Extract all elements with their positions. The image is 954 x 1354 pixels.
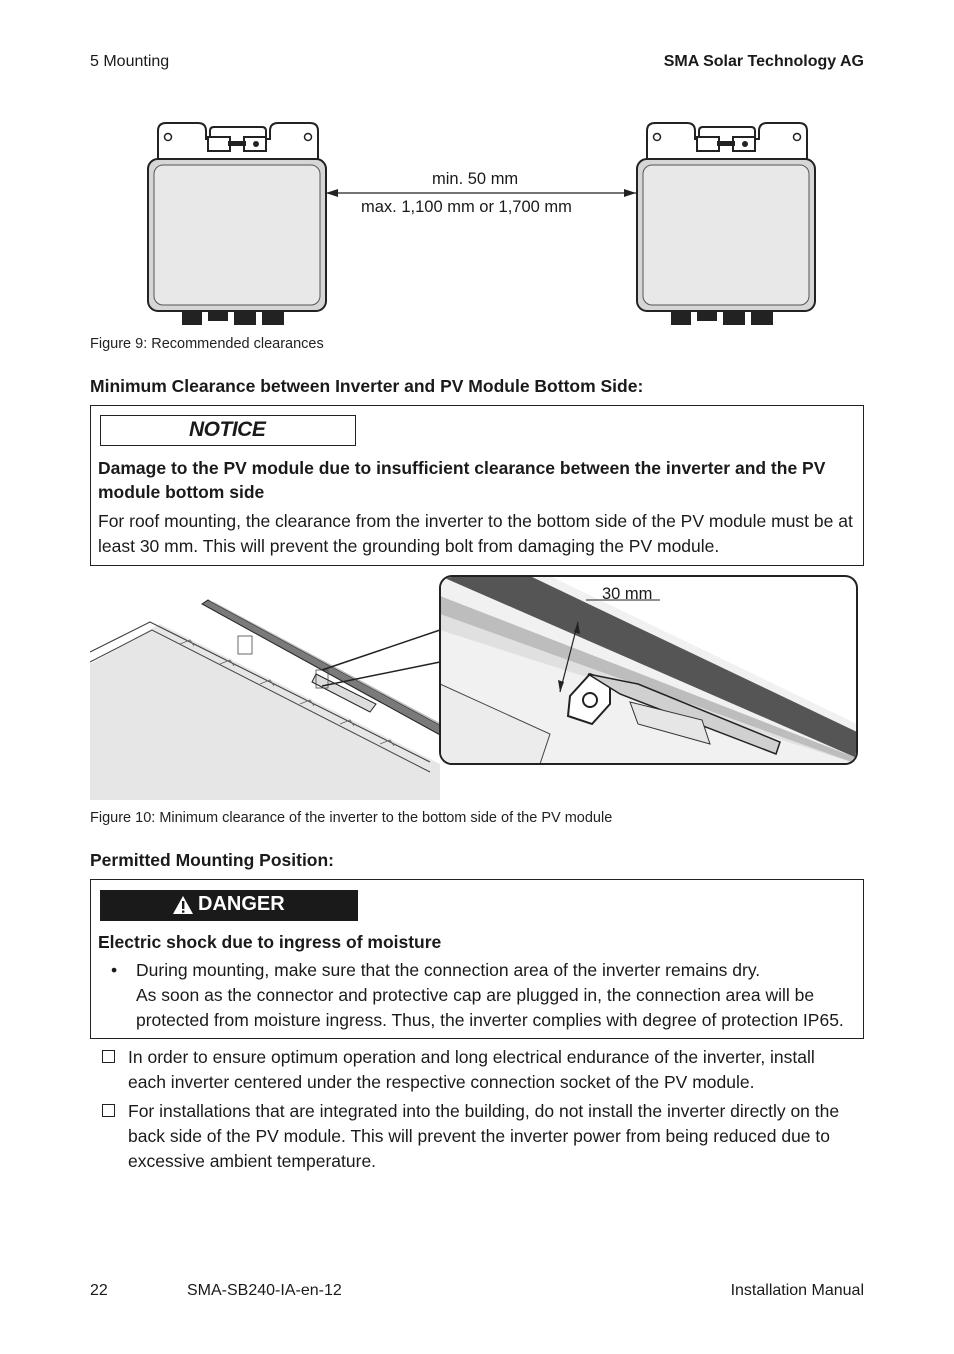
figure-9-illustration	[140, 115, 820, 325]
max-clearance-label: max. 1,100 mm or 1,700 mm	[361, 198, 572, 216]
notice-label: NOTICE	[100, 415, 356, 446]
checkbox-2	[102, 1104, 115, 1117]
section-heading-mounting-position: Permitted Mounting Position:	[90, 850, 335, 870]
notice-box	[90, 405, 864, 566]
warning-icon	[172, 895, 194, 915]
page-number: 22	[90, 1282, 108, 1299]
section-header: 5 Mounting	[90, 53, 170, 70]
clearance-30mm-label: 30 mm	[602, 585, 653, 603]
bullet-dot: •	[111, 960, 118, 980]
danger-box	[90, 879, 864, 1039]
danger-label: DANGER	[100, 890, 358, 921]
checklist-item-2: For installations that are integrated into the building, do not install the inverter directly on the back side of the PV module. This will prevent the inverter power from being reduced due to excessive ambient temperature.	[128, 1101, 840, 1171]
figure-10-caption: Figure 10: Minimum clearance of the inverter to the bottom side of the PV module	[90, 810, 613, 826]
danger-bullet-line2: As soon as the connector and protective cap are plugged in, the connection area will be protected from moisture ingress. Thus, the inverter complies with degree of protection IP65.	[136, 985, 844, 1030]
document-id: SMA-SB240-IA-en-12	[187, 1282, 342, 1299]
company-name: SMA Solar Technology AG	[663, 53, 864, 70]
checklist-item-1: In order to ensure optimum operation and long electrical endurance of the inverter, install each inverter centered under the respective connection socket of the PV module.	[128, 1047, 815, 1092]
notice-body: For roof mounting, the clearance from the inverter to the bottom side of the PV module must be at least 30 mm. This will prevent the grounding bolt from damaging the PV module.	[98, 511, 853, 556]
notice-title: Damage to the PV module due to insufficient clearance between the inverter and the PV module bottom side	[98, 458, 826, 502]
checkbox-1	[102, 1050, 115, 1063]
section-heading-clearance: Minimum Clearance between Inverter and PV Module Bottom Side:	[90, 376, 644, 396]
document-type: Installation Manual	[730, 1282, 864, 1299]
figure-9-caption: Figure 9: Recommended clearances	[90, 336, 324, 352]
min-clearance-label: min. 50 mm	[432, 170, 519, 188]
danger-title: Electric shock due to ingress of moisture	[98, 932, 442, 952]
figure-10-illustration	[90, 574, 860, 800]
danger-bullet-line1: During mounting, make sure that the connection area of the inverter remains dry.	[136, 960, 761, 980]
